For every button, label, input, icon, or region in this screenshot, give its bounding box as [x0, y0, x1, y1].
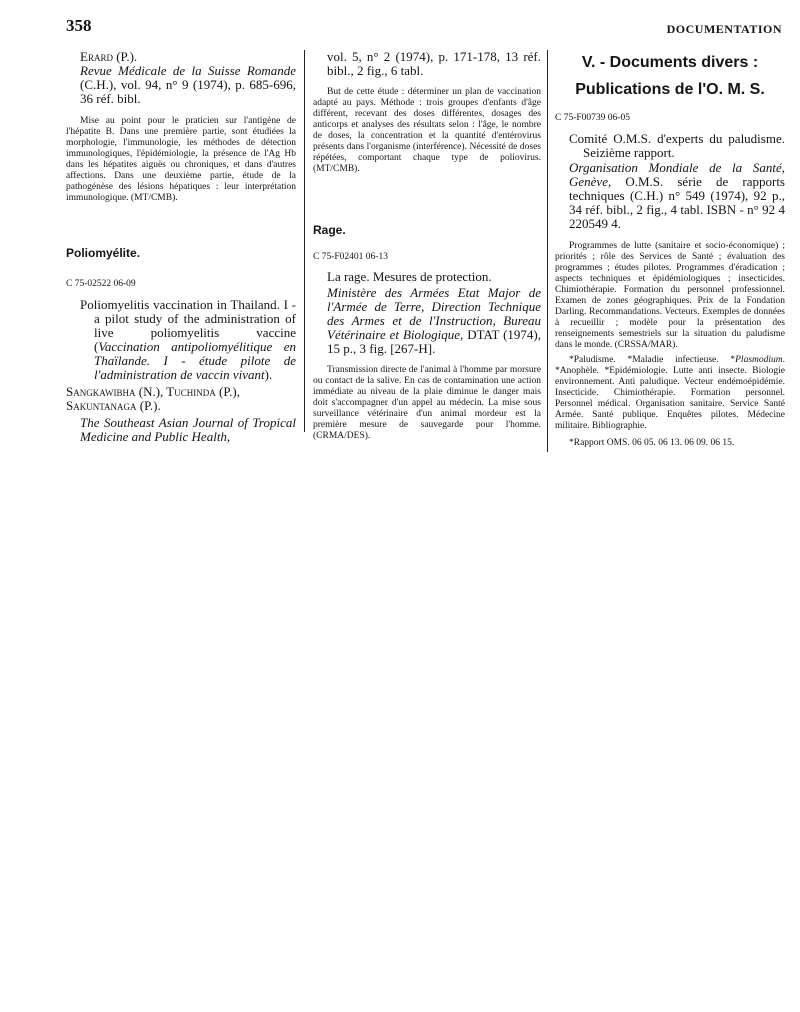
entry-title	[80, 298, 296, 382]
entry-code: C 75-02522 06-09	[66, 279, 136, 289]
entry-source	[555, 161, 785, 231]
entry-title: Comité O.M.S. d'experts du paludisme. Seizième rapport.	[569, 131, 785, 160]
column-divider	[304, 50, 305, 432]
column-right	[555, 50, 785, 449]
column-left	[66, 50, 296, 444]
entry-abstract: But de cette étude : déterminer un plan de vaccination adapté au pays. Méthode : trois groupes d'enfants d'âge différent, recevant des doses différentes, dosages des anticorps et analyses des résultats selon : l'âge, le nombre de doses, la concentration et la quantité d'entérovirus présents dans l'organisme (interférence). Nécessité de doses répétées, comportant chaque type de poliovirus. (MT/CMB).	[313, 87, 541, 174]
entry-abstract: Mise au point pour le praticien sur l'antigène de l'hépatite B. Dans une première partie, sont étudiées la morphologie, l'immunologie, les méthodes de détection immunologiques, l'épidémiologie, la présence de l'Ag Hb dans les hépatites aiguës ou chroniques, et dans d'autres affections. Dans une deuxième partie, étude de la pathogénèse des lésions hépatiques : leur interprétation immunologique. (MT/CMB).	[66, 116, 296, 203]
entry-rapport: *Rapport OMS. 06 05. 06 13. 06 09. 06 15.	[569, 438, 735, 448]
entry-source: vol. 5, n° 2 (1974), p. 171-178, 13 réf. bibl., 2 fig., 6 tabl.	[327, 49, 541, 78]
title-italic: Vaccination antipoliomyélitique en Thaïlande. I - étude pilote de l'administration de vaccin vivant	[94, 339, 296, 382]
entry-abstract: Transmission directe de l'animal à l'homme par morsure ou contact de la salive. En cas de contamination une action immédiate au niveau de la plaie diminue le danger mais doit s'accompagner d'un appel au médecin. La mise sous surveillance vétérinaire d'un animal mordeur est la première mesure de sauvegarde pour l'homme. (CRMA/DES).	[313, 365, 541, 441]
running-head: DOCUMENTATION	[666, 22, 782, 36]
title-text: Poliomyelitis vaccination in Thailand. I - a pilot study of the administration of live poliomyelitis vaccine (	[80, 297, 296, 354]
entry-author: Erard (P.).	[80, 49, 138, 64]
section-title-line2: Publications de l'O. M. S.	[575, 81, 765, 98]
keywords-start: *Paludisme. *Maladie infectieuse. *	[569, 355, 736, 365]
entry-code: C 75-F00739 06-05	[555, 113, 630, 123]
entry-source	[313, 286, 541, 356]
entry-authors: Sangkawibha (N.), Tuchinda (P.), Sakuntanaga (P.).	[66, 384, 240, 413]
entry-journal	[66, 416, 296, 444]
journal-details: (C.H.), vol. 94, n° 9 (1974), p. 685-696, 36 réf. bibl.	[80, 77, 296, 106]
source-details: O.M.S. série de rapports techniques (C.H.) n° 549 (1974), 92 p., 34 réf. bibl., 2 fig., 4 tabl. ISBN - n° 92 4 220549 4.	[569, 174, 785, 231]
keywords-rest: . *Anophèle. *Epidémiologie. Lutte anti insecte. Biologie environnement. Anti paludique. Vecteur endémoépidémie. Insecticide. Chimiothérapie. Formation personnel. Personnel médical. Organisation sanitaire. Service Santé Armée. Santé publique. Enquêtes pilotes. Médecine militaire. Bibliographie.	[555, 355, 785, 431]
page-number: 358	[66, 16, 92, 35]
section-heading-rage: Rage.	[313, 223, 346, 237]
keywords-plasmodium: Plasmodium	[735, 355, 783, 365]
column-middle	[313, 50, 541, 442]
journal-name: Revue Médicale de la Suisse Romande	[80, 63, 296, 78]
title-end: ).	[264, 367, 273, 382]
section-heading-poliomyelite: Poliomyélite.	[66, 246, 141, 260]
entry-code: C 75-F02401 06-13	[313, 252, 388, 262]
entry-title: La rage. Mesures de protection.	[327, 269, 492, 284]
entry-journal	[66, 64, 296, 106]
entry-keywords	[555, 355, 785, 432]
source-details: DTAT (1974), 15 p., 3 fig. [267-H].	[327, 327, 541, 356]
entry-abstract: Programmes de lutte (sanitaire et socio-économique) ; priorités ; rôle des Services de Santé ; évaluation des programmes ; études pilotes. Programmes d'éradication ; aspects techniques et épidémiologiques ; insecticides. Chimiothérapie. Formation du personnel professionnel. Examen de zones géographiques. Prix de la Fondation Darling. Recommandations. Vecteurs. Exemples de données à recueillir ; modèle pour la présentation des renseignements semestriels sur la situation du paludisme dans le monde. (CRSSA/MAR).	[555, 241, 785, 350]
column-divider	[547, 50, 548, 452]
source-publisher: Ministère des Armées Etat Major de l'Armée de Terre, Direction Technique des Armes et de l'Instruction, Bureau Vétérinaire et Biologique,	[327, 285, 541, 342]
journal-name: The Southeast Asian Journal of Tropical Medicine and Public Health,	[80, 415, 296, 444]
source-publisher: Organisation Mondiale de la Santé, Genève,	[569, 160, 785, 189]
section-title-line1: V. - Documents divers :	[581, 54, 759, 71]
